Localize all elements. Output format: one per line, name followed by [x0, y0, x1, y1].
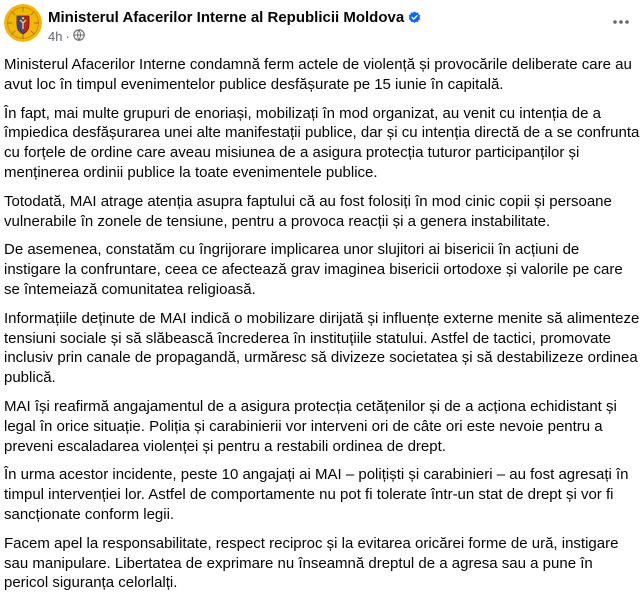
more-options-button[interactable] [603, 4, 639, 40]
post-paragraph: Facem apel la responsabilitate, respect reciproc și la evitarea oricărei forme de ură, instigare sau manipulare. Libertatea de exprimare nu înseamnă dreptul de a agresa sau a pune în pericol siguranța celorlalți. [4, 534, 619, 592]
post-paragraph: Informațiile deținute de MAI indică o mobilizare dirijată și influențe externe menite să alimenteze tensiuni sociale și să slăbească încrederea în instituțiile statului. Astfel de tactici, promovate inclusiv prin canale de propagandă, urmăresc să divizeze societatea și să destabilizeze ordinea publică. [4, 309, 640, 387]
post-paragraph: În urma acestor incidente, peste 10 angajați ai MAI – polițiști și carabinieri – au fost agresați în timpul intervenției lor. Astfel de comportamente nu pot fi tolerate într-un stat de drept și vor fi sancționate conform legii. [4, 466, 629, 523]
page-name-link[interactable] [48, 9, 421, 28]
page-avatar[interactable] [4, 4, 42, 42]
ellipsis-icon [611, 12, 631, 32]
globe-icon[interactable] [73, 29, 85, 44]
post-paragraph: Totodată, MAI atrage atenția asupra faptului că au fost folosiți în mod cinic copii și persoane vulnerabile în zonele de tensiune, pentru a provoca reacții și a genera instabilitate. [4, 192, 612, 230]
post-header [4, 4, 643, 48]
page-name[interactable]: Ministerul Afacerilor Interne al Republicii Moldova [48, 9, 405, 26]
coat-of-arms-icon [4, 4, 42, 42]
post-timestamp[interactable]: 4h [48, 29, 63, 45]
meta-separator: · [65, 29, 70, 45]
post-paragraph: De asemenea, constatăm cu îngrijorare implicarea unor slujitori ai bisericii în acțiuni de instigare la confruntare, ceea ce afectează grav imaginea bisericii ortodoxe și valorile pe care se întemeiază comunitatea religioasă. [4, 241, 623, 298]
post-paragraph: În fapt, mai multe grupuri de enoriași, mobilizați în mod organizat, au venit cu intenția de a împiedica desfășurarea unei alte manifestații publice, dar și cu intenția directă de a se confrunta cu forțele de ordine care aveau misiunea de a asigura protecția tuturor participanților și menținerea ordinii publice la toate evenimentele publice. [4, 104, 640, 181]
post-paragraph: Ministerul Afacerilor Interne condamnă ferm actele de violență și provocările deliberate care au avut loc în timpul evenimentelor publice desfășurate pe 15 iunie în capitală. [4, 56, 632, 93]
post-paragraph: MAI își reafirmă angajamentul de a asigura protecția cetățenilor și de a acționa echidistant și legal în orice situație. Poliția și carabinierii vor interveni ori de câte ori este nevoie pentru a preveni escaladarea violenței și pentru a restabili ordinea de drept. [4, 397, 617, 455]
post-body [4, 55, 640, 602]
verified-badge-icon [408, 11, 421, 28]
post-meta [48, 28, 85, 44]
